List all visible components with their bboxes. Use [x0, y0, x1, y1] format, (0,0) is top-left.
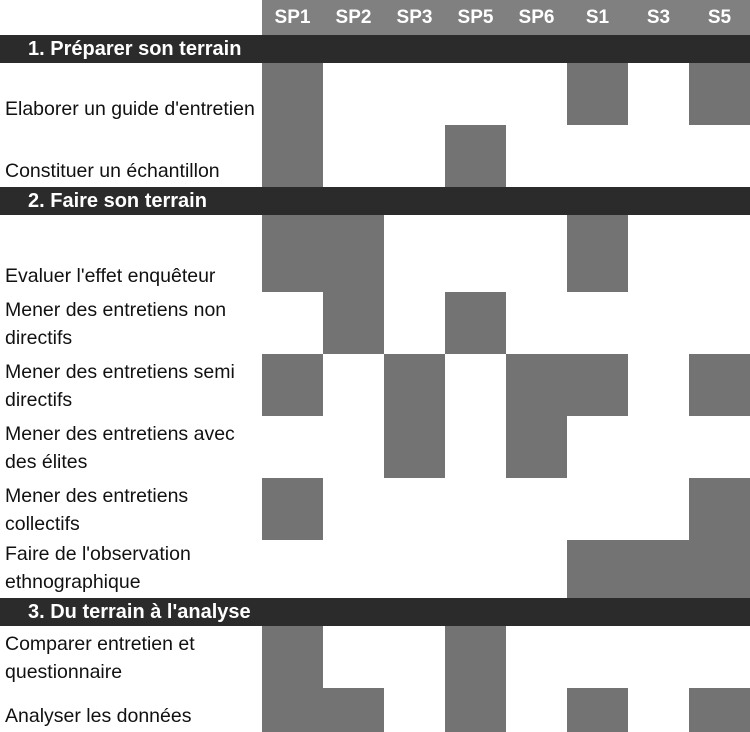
column-header-sp2: SP2 — [323, 0, 384, 35]
column-header-s1: S1 — [567, 0, 628, 35]
matrix-cell-s5 — [689, 478, 750, 540]
matrix-cell-s5 — [689, 688, 750, 732]
matrix-cell-sp1 — [262, 626, 323, 688]
matrix-cell-s1 — [567, 215, 628, 292]
column-header-sp5: SP5 — [445, 0, 506, 35]
column-header-sp1: SP1 — [262, 0, 323, 35]
matrix-cell-sp1 — [262, 125, 323, 187]
matrix-cell-sp2 — [323, 215, 384, 292]
row-label: Elaborer un guide d'entretien — [5, 98, 255, 120]
section-header: 2. Faire son terrain — [0, 187, 750, 215]
matrix-cell-sp1 — [262, 688, 323, 732]
row-label: Constituer un échantillon — [5, 160, 220, 182]
section-header: 3. Du terrain à l'analyse — [0, 598, 750, 626]
row-label: Mener des entretiens collectifs — [5, 485, 189, 535]
matrix-cell-s1 — [567, 354, 628, 416]
row-label: Mener des entretiens avec des élites — [5, 423, 235, 473]
matrix-cell-sp5 — [445, 688, 506, 732]
column-header-s3: S3 — [628, 0, 689, 35]
matrix-cell-s1 — [567, 540, 628, 598]
column-header-s5: S5 — [689, 0, 750, 35]
matrix-cell-sp5 — [445, 626, 506, 688]
row-label: Mener des entretiens non directifs — [5, 299, 227, 349]
matrix-cell-sp3 — [384, 354, 445, 416]
row-label: Comparer entretien et questionnaire — [5, 633, 195, 683]
row-label: Faire de l'observation ethnographique — [5, 543, 191, 593]
matrix-cell-s5 — [689, 354, 750, 416]
matrix-cell-sp1 — [262, 63, 323, 125]
row-label: Analyser les données — [5, 705, 192, 727]
matrix-cell-sp3 — [384, 416, 445, 478]
matrix-cell-sp2 — [323, 688, 384, 732]
matrix-cell-sp6 — [506, 416, 567, 478]
matrix-cell-sp1 — [262, 478, 323, 540]
matrix-cell-sp6 — [506, 354, 567, 416]
matrix-cell-sp2 — [323, 292, 384, 354]
matrix-cell-sp5 — [445, 125, 506, 187]
matrix-cell-sp5 — [445, 292, 506, 354]
row-label: Mener des entretiens semi directifs — [5, 361, 235, 411]
matrix-cell-sp1 — [262, 215, 323, 292]
matrix-cell-s5 — [689, 540, 750, 598]
matrix-cell-s3 — [628, 540, 689, 598]
column-header-sp6: SP6 — [506, 0, 567, 35]
matrix-cell-s5 — [689, 63, 750, 125]
matrix-cell-sp1 — [262, 354, 323, 416]
matrix-cell-s1 — [567, 688, 628, 732]
matrix-cell-s1 — [567, 63, 628, 125]
row-label: Evaluer l'effet enquêteur — [5, 265, 216, 287]
column-header-sp3: SP3 — [384, 0, 445, 35]
section-header: 1. Préparer son terrain — [0, 35, 750, 63]
